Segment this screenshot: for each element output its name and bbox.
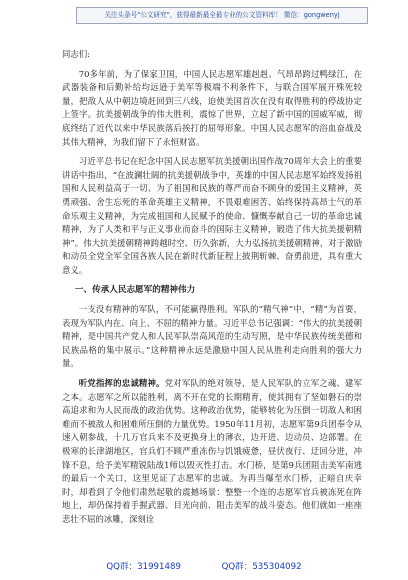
document-body [62,48,362,527]
section-heading: 一、传承人民志愿军的精神伟力 [74,284,196,295]
paragraph-4 [62,377,362,527]
bold-lead: 听党指挥的忠诚精神。 [78,378,165,389]
footer [0,560,408,572]
salutation: 同志们: [62,49,90,59]
footer-qq2: QQ群：535304092 [221,562,302,572]
paragraph-2: 习近平总书记在纪念中国人民志愿军抗美援朝出国作战70周年大会上的重要讲话中指出，“在波澜壮阔的抗美援朝战争中，英雄的中国人民志愿军始终发扬祖国和人民利益高于一切、为了祖国和民族的尊严而奋不顾身的爱国主义精神，英勇顽强、舍生忘死的革命英雄主义精神，不畏艰难困苦、始终保持高昂士气的革命乐观主义精神，为完成祖国和人民赋予的使命、慷慨奉献自己一切的革命忠诚精神，为了人类和平与正义事业而奋斗的国际主义精神，锻造了伟大抗美援朝精神”。伟大抗美援朝精神跨越时空、历久弥新，大力弘扬抗美援朝精神，对于激励和动员全党全军全国各族人民在新时代新征程上披荆斩棘、奋勇前进，具有重大意义。 [62,156,362,275]
footer-qq1: QQ群：31991489 [106,562,181,572]
paragraph-4-text: 党对军队的绝对领导，是人民军队的立军之魂、建军之本。志愿军之所以能胜利，离不开在党的长期精育，使其拥有了坚如磐石的崇高追求和为人民而战的政治优势。这种政治优势，能够转化为压倒一切敌人和困难而不被敌人和困难所压倒的力量优势。1950年11月初，志愿军第9兵团奉令从速入朝参战，十几万官兵来不及更换身上的薄衣，边开进、边动员、边部署。在极寒的长津湖地区，官兵们不顾严重冻伤与饥饿疲惫，昼伏夜行、迂回分进，冲锋不息，给予美军精锐陆战1师以毁灭性打击。水门桥，是第9兵团阻击美军南逃的最后一个关口，这里见证了志愿军的忠诚。为再当爆至水门桥，正暗自庆幸时，却看到了令他们肃然起敬的震撼场景：整整一个连的志愿军官兵被冻死在阵地上，却仍保持着手握武器、目光向前、阻击美军的战斗姿态。他们就如一座座悲壮不屈的冰雕，深刻诠 [62,378,363,524]
paragraph-1: 70多年前，为了保家卫国，中国人民志愿军雄赳赳、气昂昂跨过鸭绿江，在武器装备和后勤补给均远逊于美军等极端不利条件下，与联合国军展开殊死较量，把敌人从中朝边境赶回到三八线，迫使美国首次在没有取得胜利的停战协定上签字。抗美援朝战争的伟大胜利，震惊了世界，立起了新中国的国威军威，彻底终结了近代以来中华民族落后挨打的屈辱形象。中国人民志愿军的浴血奋战及其伟大精神，为我们留下了永恒财富。 [62,68,362,147]
header-banner: 关注头条号"公文研究"，获得最新最全最专业的公文资料库！ 微信：gongwenyj [76,7,368,24]
paragraph-3: 一支没有精神的军队，不可能赢得胜利。军队的“精气神”中，“精”为首要，表现为军队内在、向上、不屈的精神力量。习近平总书记强调：“伟大的抗美援朝精神，是中国共产党人和人民军队崇高风范的生动写照，是中华民族传统美德和民族品格的集中展示。”这种精神永远是激励中国人民从胜利走向胜利的强大力量。 [62,304,362,369]
